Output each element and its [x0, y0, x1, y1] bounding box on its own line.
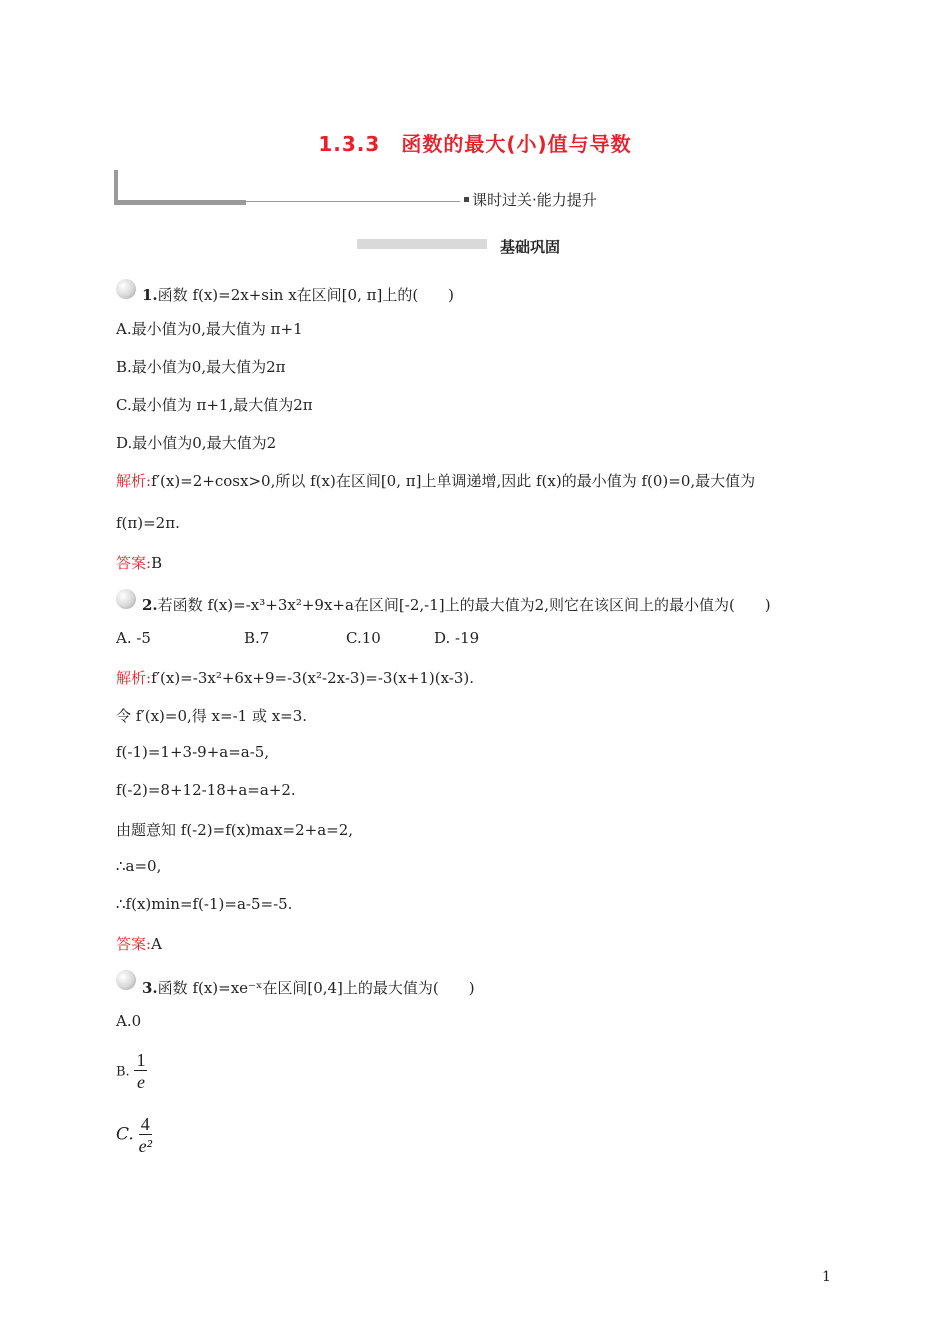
q3-option-c-letter: C.: [116, 1124, 134, 1145]
section-title: 基础巩固: [500, 238, 561, 256]
q3-option-a-text: 0: [131, 1012, 142, 1030]
q2-step: f(-2)=8+12-18+a=a+2.: [116, 781, 296, 799]
q2-answer-value: A: [151, 935, 162, 953]
q2-analysis: [116, 667, 474, 688]
q1-analysis-label: 解析:: [116, 472, 152, 490]
q1-analysis-text: f′(x)=2+cosx>0,所以 f(x)在区间[0, π]上单调递增,因此 f(x)的最小值为 f(0)=0,最大值为: [151, 472, 756, 490]
q2-number: 2.: [142, 596, 158, 614]
q2-option-c: C.10: [346, 629, 381, 647]
q1-option-c: C.最小值为 π+1,最大值为2π: [116, 396, 313, 414]
q3-option-c: [116, 1114, 152, 1157]
q2-step: 令 f′(x)=0,得 x=-1 或 x=3.: [116, 707, 308, 725]
q1-answer-value: B: [151, 554, 163, 572]
q2-stem: [142, 594, 771, 615]
fraction-numerator: 1: [136, 1050, 146, 1070]
q2-option-b: B.7: [244, 629, 270, 647]
q2-step: 由题意知 f(-2)=f(x)max=2+a=2,: [116, 821, 354, 839]
fraction-denominator: e²: [138, 1136, 152, 1156]
q1-answer: [116, 552, 162, 573]
q3-option-b-fraction: [134, 1050, 147, 1093]
header-bracket-bottom: [114, 200, 246, 205]
q2-analysis-label: 解析:: [116, 669, 152, 687]
q3-stem: [142, 977, 475, 998]
q2-answer: [116, 933, 162, 954]
q2-option-a: A. -5: [116, 629, 151, 647]
q1-option-b: B.最小值为0,最大值为2π: [116, 358, 286, 376]
q2-step: f(-1)=1+3-9+a=a-5,: [116, 743, 270, 761]
header-label: 课时过关·能力提升: [472, 191, 597, 209]
q3-option-a: [116, 1012, 141, 1030]
q1-option-d: D.最小值为0,最大值为2: [116, 434, 277, 452]
q2-step: ∴f(x)min=f(-1)=a-5=-5.: [116, 895, 293, 913]
q1-number: 1.: [142, 286, 158, 304]
q1-stem-text: 函数 f(x)=2x+sin x在区间[0, π]上的( ): [157, 286, 455, 304]
q3-option-c-fraction: [139, 1114, 152, 1157]
q2-option-d: D. -19: [434, 629, 480, 647]
q1-stem: [142, 284, 454, 305]
question-badge-icon: [116, 589, 136, 609]
q1-analysis: [116, 470, 755, 491]
q3-option-a-letter: A.: [116, 1012, 132, 1030]
q3-stem-text: 函数 f(x)=xe⁻ˣ在区间[0,4]上的最大值为( ): [157, 979, 475, 997]
page-number: 1: [822, 1269, 831, 1285]
section-bar: [357, 239, 487, 249]
fraction-numerator: 4: [139, 1114, 152, 1135]
q1-option-a: A.最小值为0,最大值为 π+1: [116, 320, 303, 338]
question-badge-icon: [116, 970, 136, 990]
q3-option-b: [116, 1050, 147, 1093]
page-title: 1.3.3 函数的最大(小)值与导数: [318, 132, 632, 156]
q3-number: 3.: [142, 979, 158, 997]
header-bullet-icon: [464, 197, 469, 202]
q2-stem-text: 若函数 f(x)=-x³+3x²+9x+a在区间[-2,-1]上的最大值为2,则它在该区间上的最小值为( ): [157, 596, 771, 614]
q3-option-b-letter: B.: [116, 1064, 130, 1080]
q1-answer-label: 答案:: [116, 554, 152, 572]
q2-analysis-text: f′(x)=-3x²+6x+9=-3(x²-2x-3)=-3(x+1)(x-3).: [151, 669, 475, 687]
q1-analysis-cont: f(π)=2π.: [116, 514, 180, 532]
header-rule: [246, 201, 460, 202]
header-bracket-left: [114, 170, 118, 204]
question-badge-icon: [116, 279, 136, 299]
q2-step: ∴a=0,: [116, 857, 162, 875]
fraction-denominator: e: [136, 1072, 145, 1092]
q2-answer-label: 答案:: [116, 935, 152, 953]
